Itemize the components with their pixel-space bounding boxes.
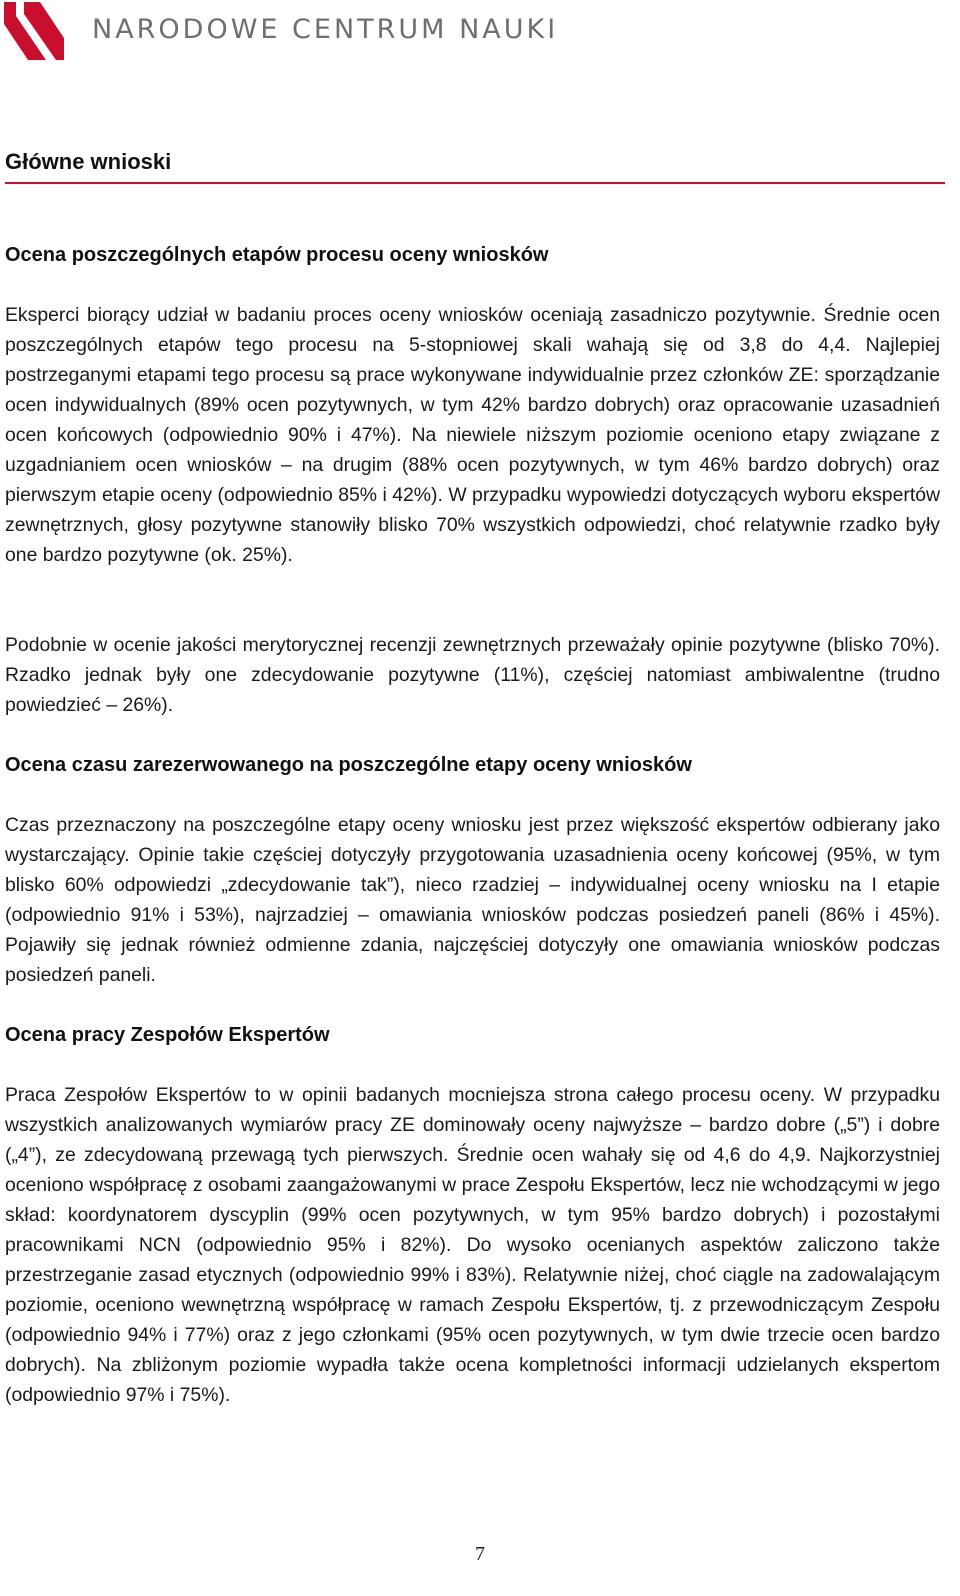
- page-title: Główne wnioski: [5, 149, 172, 174]
- section-evaluation-stages-body: [5, 300, 940, 570]
- page-header: [0, 0, 960, 70]
- section-title: Ocena czasu zarezerwowanego na poszczególne etapy oceny wniosków: [5, 754, 692, 776]
- section-evaluation-stages-body-2: [5, 630, 940, 720]
- ncn-logo-icon: [4, 2, 64, 60]
- paragraph: Podobnie w ocenie jakości merytorycznej recenzji zewnętrznych przeważały opinie pozytywne (blisko 70%). Rzadko jednak były one zdecydowanie pozytywne (11%), częściej natomiast ambiwalentne (trudno powiedzieć – 26%).: [5, 634, 940, 716]
- section-title: Ocena poszczególnych etapów procesu oceny wniosków: [5, 244, 549, 266]
- section-title: Ocena pracy Zespołów Ekspertów: [5, 1024, 330, 1046]
- page-number: 7: [475, 1543, 485, 1565]
- section-expert-teams: [5, 1020, 940, 1050]
- main-heading-container: [5, 140, 945, 184]
- paragraph: Czas przeznaczony na poszczególne etapy oceny wniosku jest przez większość ekspertów odbierany jako wystarczający. Opinie takie częściej dotyczyły przygotowania uzasadnienia oceny końcowej (95%, w tym blisko 60% odpowiedzi „zdecydowanie tak”), nieco rzadziej – indywidualnej oceny wniosku na I etapie (odpowiednio 91% i 53%), najrzadziej – omawiania wniosków podczas posiedzeń paneli (86% i 45%). Pojawiły się jednak również odmienne zdania, najczęściej dotyczyły one omawiania wniosków podczas posiedzeń paneli.: [5, 814, 940, 986]
- section-expert-teams-body: [5, 1080, 940, 1410]
- section-evaluation-stages: [5, 240, 940, 270]
- section-time-allocation: [5, 750, 940, 780]
- paragraph: Eksperci biorący udział w badaniu proces oceny wniosków oceniają zasadniczo pozytywnie. Średnie ocen poszczególnych etapów tego procesu na 5-stopniowej skali wahają się od 3,8 do 4,4. Najlepiej postrzeganymi etapami tego procesu są prace wykonywane indywidualnie przez członków ZE: sporządzanie ocen indywidualnych (89% ocen pozytywnych, w tym 42% bardzo dobrych) oraz opracowanie uzasadnień ocen końcowych (odpowiednio 90% i 47%). Na niewiele niższym poziomie oceniono etapy związane z uzgadnianiem ocen wniosków – na drugim (88% ocen pozytywnych, w tym 46% bardzo dobrych) oraz pierwszym etapie oceny (odpowiednio 85% i 42%). W przypadku wypowiedzi dotyczących wyboru ekspertów zewnętrznych, głosy pozytywne stanowiły blisko 70% wszystkich odpowiedzi, choć relatywnie rzadko były one bardzo pozytywne (ok. 25%).: [5, 304, 940, 566]
- organization-name: NARODOWE CENTRUM NAUKI: [92, 14, 559, 45]
- section-time-allocation-body: [5, 810, 940, 990]
- paragraph: Praca Zespołów Ekspertów to w opinii badanych mocniejsza strona całego procesu oceny. W przypadku wszystkich analizowanych wymiarów pracy ZE dominowały oceny najwyższe – bardzo dobre („5”) i dobre („4”), ze zdecydowaną przewagą tych pierwszych. Średnie ocen wahały się od 4,6 do 4,9. Najkorzystniej oceniono współpracę z osobami zaangażowanymi w prace Zespołu Ekspertów, lecz nie wchodzącymi w jego skład: koordynatorem dyscyplin (99% ocen pozytywnych, w tym 95% bardzo dobrych) i pozostałymi pracownikami NCN (odpowiednio 95% i 82%). Do wysoko ocenianych aspektów zaliczono także przestrzeganie zasad etycznych (odpowiednio 99% i 83%). Relatywnie niżej, choć ciągle na zadowalającym poziomie, oceniono wewnętrzną współpracę w ramach Zespołu Ekspertów, tj. z przewodniczącym Zespołu (odpowiednio 94% i 77%) oraz z jego członkami (95% ocen pozytywnych, w tym dwie trzecie ocen bardzo dobrych). Na zbliżonym poziomie wypadła także ocena kompletności informacji udzielanych ekspertom (odpowiednio 97% i 75%).: [5, 1084, 940, 1406]
